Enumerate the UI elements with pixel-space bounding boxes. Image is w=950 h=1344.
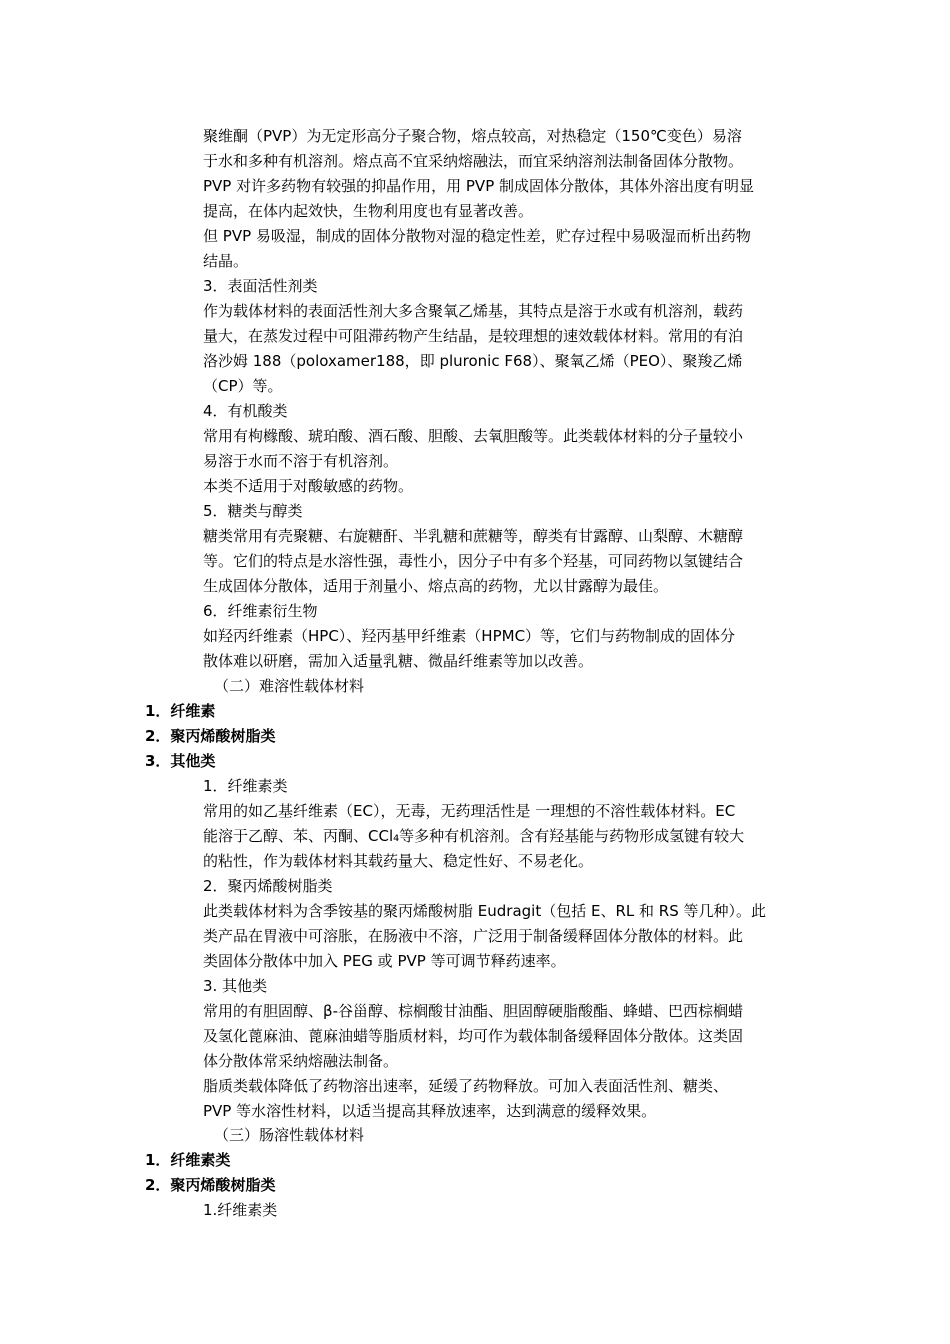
paragraph-line: 脂质类载体降低了药物溶出速率，延缓了药物释放。可加入表面活性剂、糖类、 [203,1077,729,1095]
paragraph-line: PVP 对许多药物有较强的抑晶作用，用 PVP 制成固体分散体，其体外溶出度有明显 [203,177,755,195]
section-enteric-carriers [0,1123,950,1223]
section-heading: 1．纤维素类 [203,777,288,795]
paragraph-line: 提高，在体内起效快，生物利用度也有显著改善。 [203,202,534,220]
section-cellulose-derivatives [0,599,950,674]
paragraph-line: 等。它们的特点是水溶性强，毒性小，因分子中有多个羟基，可同药物以氢键结合 [203,552,744,570]
section-heading: 6．纤维素衍生物 [203,602,318,620]
paragraph-line: 如羟丙纤维素（HPC）、羟丙基甲纤维素（HPMC）等，它们与药物制成的固体分 [203,627,736,645]
list-item: 1．纤维素 [145,702,216,720]
paragraph-line: 聚维酮（PVP）为无定形高分子聚合物，熔点较高，对热稳定（150℃变色）易溶 [203,127,742,145]
paragraph-line: 能溶于乙醇、苯、丙酮、CCl₄等多种有机溶剂。含有羟基能与药物形成氢键有较大 [203,827,745,845]
paragraph-line: 体分散体常采纳熔融法制备。 [203,1052,399,1070]
section-insoluble-carriers [0,674,950,774]
chapter-heading: （三）肠溶性载体材料 [214,1126,365,1144]
paragraph-line: 类产品在胃液中可溶胀，在肠液中不溶，广泛用于制备缓释固体分散体的材料。此 [203,927,744,945]
section-heading: 5．糖类与醇类 [203,502,303,520]
paragraph-line: 常用有枸橼酸、琥珀酸、酒石酸、胆酸、去氧胆酸等。此类载体材料的分子量较小 [203,427,744,445]
paragraph-line: PVP 等水溶性材料，以适当提高其释放速率，达到满意的缓释效果。 [203,1102,657,1120]
paragraph-line: 于水和多种有机溶剂。熔点高不宜采纳熔融法，而宜采纳溶剂法制备固体分散物。 [203,152,744,170]
paragraph-line: 量大，在蒸发过程中可阻滞药物产生结晶，是较理想的速效载体材料。常用的有泊 [203,327,744,345]
paragraph-line: 及氢化蓖麻油、蓖麻油蜡等脂质材料，均可作为载体制备缓释固体分散体。这类固 [203,1027,744,1045]
paragraph-line: 结晶。 [203,252,249,270]
list-item: 1．纤维素类 [145,1151,231,1169]
section-heading: 2．聚丙烯酸树脂类 [203,877,333,895]
paragraph-line: 易溶于水而不溶于有机溶剂。 [203,452,399,470]
paragraph-line: 散体难以研磨，需加入适量乳糖、微晶纤维素等加以改善。 [203,652,594,670]
section-pvp [0,124,950,274]
list-item: 2．聚丙烯酸树脂类 [145,1176,276,1194]
paragraph-line: 作为载体材料的表面活性剂大多含聚氧乙烯基，其特点是溶于水或有机溶剂，载药 [203,302,744,320]
chapter-heading: （二）难溶性载体材料 [214,677,365,695]
section-surfactants [0,274,950,399]
paragraph-line: 类固体分散体中加入 PEG 或 PVP 等可调节释药速率。 [203,952,566,970]
section-heading: 3. 其他类 [203,977,268,995]
paragraph-line: 生成固体分散体，适用于剂量小、熔点高的药物，尤以甘露醇为最佳。 [203,577,669,595]
section-organic-acids [0,399,950,499]
section-insoluble-acrylic [0,874,950,974]
list-item: 3．其他类 [145,752,216,770]
section-sugars-alcohols [0,499,950,599]
paragraph-line: 此类载体材料为含季铵基的聚丙烯酸树脂 Eudragit（包括 E、RL 和 RS 等几种）。此 [203,902,766,920]
list-item: 2．聚丙烯酸树脂类 [145,727,276,745]
section-heading: 1.纤维素类 [203,1201,278,1219]
paragraph-line: 常用的有胆固醇、β-谷甾醇、棕榈酸甘油酯、胆固醇硬脂酸酯、蜂蜡、巴西棕榈蜡 [203,1002,743,1020]
paragraph-line: 洛沙姆 188（poloxamer188，即 pluronic F68）、聚氧乙烯（PEO）、聚羧乙烯 [203,352,743,370]
paragraph-line: 常用的如乙基纤维素（EC），无毒，无药理活性是 一理想的不溶性载体材料。EC [203,802,736,820]
section-insoluble-other [0,974,950,1124]
section-insoluble-cellulose [0,774,950,874]
paragraph-line: 的粘性，作为载体材料其载药量大、稳定性好、不易老化。 [203,852,594,870]
paragraph-line: 本类不适用于对酸敏感的药物。 [203,477,414,495]
paragraph-line: 但 PVP 易吸湿，制成的固体分散物对湿的稳定性差，贮存过程中易吸湿而析出药物 [203,227,751,245]
section-heading: 3．表面活性剂类 [203,277,318,295]
paragraph-line: （CP）等。 [203,377,283,395]
section-heading: 4．有机酸类 [203,402,288,420]
paragraph-line: 糖类常用有壳聚糖、右旋糖酐、半乳糖和蔗糖等，醇类有甘露醇、山梨醇、木糖醇 [203,527,744,545]
